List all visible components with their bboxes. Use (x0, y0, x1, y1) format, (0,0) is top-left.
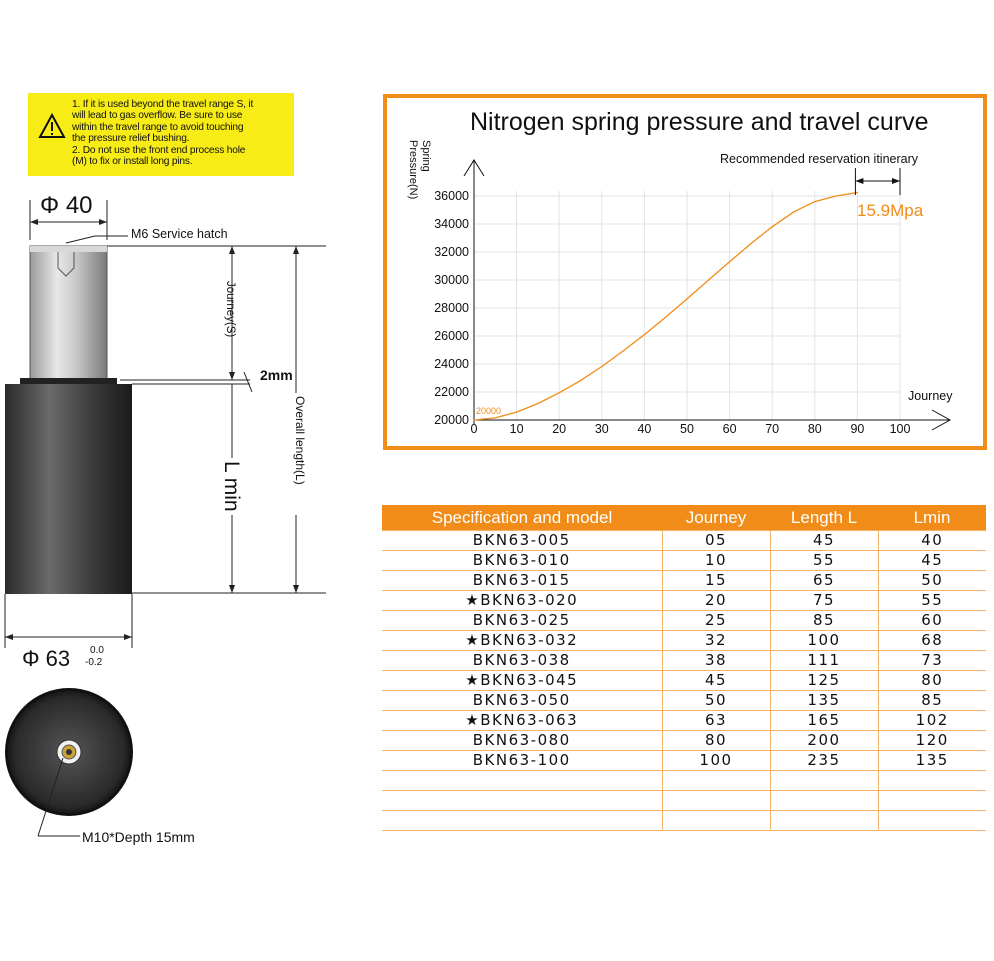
cell-length: 100 (770, 631, 878, 651)
cell-journey: 15 (662, 571, 770, 591)
warning-line: within the travel range to avoid touching (72, 121, 244, 133)
data-point (601, 366, 602, 367)
cell-lmin: 85 (878, 691, 986, 711)
x-tick-label: 40 (637, 422, 652, 436)
cell-lmin: 55 (878, 591, 986, 611)
cell-model: BKN63-010 (382, 551, 662, 571)
start-pressure-label: 20000 (476, 406, 502, 416)
header-length: Length L (770, 505, 878, 531)
cell-journey (662, 791, 770, 811)
warning-line: 2. Do not use the front end process hole (72, 144, 246, 156)
table-row (382, 611, 986, 631)
cell-length: 111 (770, 651, 878, 671)
data-point (708, 280, 709, 281)
data-point (473, 419, 474, 420)
data-point (814, 201, 815, 202)
x-tick-label: 50 (680, 422, 694, 436)
reserve-arrow-right (892, 178, 900, 184)
gap-label: 2mm (260, 367, 293, 383)
cell-lmin (878, 791, 986, 811)
x-tick-label: 80 (807, 422, 822, 436)
table-row (382, 691, 986, 711)
reserve-arrow-left (855, 178, 863, 184)
cell-model: ★BKN63-063 (382, 711, 662, 731)
cell-lmin: 50 (878, 571, 986, 591)
y-tick-label: 24000 (434, 357, 469, 371)
cell-lmin (878, 811, 986, 831)
data-point (793, 212, 794, 213)
x-tick-label: 20 (552, 422, 567, 436)
cell-length: 135 (770, 691, 878, 711)
table-row (382, 551, 986, 571)
cell-journey: 100 (662, 751, 770, 771)
table-row (382, 791, 986, 811)
data-point (665, 317, 666, 318)
table-row (382, 671, 986, 691)
cell-journey: 80 (662, 731, 770, 751)
y-tick-label: 20000 (434, 413, 469, 427)
data-point (750, 243, 751, 244)
table-row (382, 591, 986, 611)
data-point (836, 195, 837, 196)
y-axis-label-line2: Pressure(N) (407, 140, 419, 200)
journey-s-label: Journey(S) (224, 281, 236, 338)
y-tick-label: 28000 (434, 301, 469, 315)
data-point (686, 298, 687, 299)
table-row (382, 711, 986, 731)
x-tick-label: 70 (765, 422, 780, 436)
cell-lmin: 73 (878, 651, 986, 671)
data-point (580, 380, 581, 381)
data-point (516, 412, 517, 413)
warning-line: the pressure relief bushing. (72, 133, 190, 145)
table-row (382, 771, 986, 791)
x-axis-label: Journey (908, 389, 953, 403)
cell-length (770, 771, 878, 791)
data-point (495, 417, 496, 418)
cell-journey (662, 811, 770, 831)
cell-journey (662, 771, 770, 791)
y-tick-label: 26000 (434, 329, 469, 343)
cell-length: 85 (770, 611, 878, 631)
table-row (382, 651, 986, 671)
tolerance-lower: -0.2 (85, 657, 103, 668)
end-pressure-label: 15.9Mpa (857, 201, 924, 220)
warning-line: (M) to fix or install long pins. (72, 156, 193, 168)
y-tick-label: 22000 (434, 385, 469, 399)
cell-model: BKN63-005 (382, 531, 662, 551)
y-tick-label: 36000 (434, 189, 469, 203)
data-point (623, 350, 624, 351)
cell-lmin: 80 (878, 671, 986, 691)
cell-journey: 50 (662, 691, 770, 711)
cell-length: 75 (770, 591, 878, 611)
lmin-label: L min (219, 458, 243, 515)
cell-lmin: 120 (878, 731, 986, 751)
cell-model: BKN63-038 (382, 651, 662, 671)
cell-length: 65 (770, 571, 878, 591)
cell-lmin (878, 771, 986, 791)
table-row (382, 531, 986, 551)
service-hatch-label: M6 Service hatch (131, 227, 228, 241)
cell-model: BKN63-080 (382, 731, 662, 751)
data-point (729, 261, 730, 262)
cell-journey: 63 (662, 711, 770, 731)
y-axis-label-line1: Spring (420, 140, 432, 172)
cell-journey: 45 (662, 671, 770, 691)
table-row (382, 751, 986, 771)
cell-model (382, 791, 662, 811)
cell-length: 200 (770, 731, 878, 751)
header-journey: Journey (662, 505, 770, 531)
y-tick-label: 34000 (434, 217, 469, 231)
warning-line: 1. If it is used beyond the travel range S, it (72, 99, 254, 110)
cell-lmin: 60 (878, 611, 986, 631)
spec-table (382, 505, 986, 831)
cell-model (382, 771, 662, 791)
cell-lmin: 102 (878, 711, 986, 731)
cell-journey: 10 (662, 551, 770, 571)
cell-length (770, 791, 878, 811)
x-tick-label: 30 (594, 422, 609, 436)
table-header-row (382, 505, 986, 531)
pressure-travel-chart (383, 94, 987, 450)
cell-length: 45 (770, 531, 878, 551)
cell-journey: 38 (662, 651, 770, 671)
x-tick-label: 60 (722, 422, 737, 436)
header-lmin: Lmin (878, 505, 986, 531)
cell-model: BKN63-050 (382, 691, 662, 711)
data-point (772, 226, 773, 227)
cell-model (382, 811, 662, 831)
data-point (857, 192, 858, 193)
cell-lmin: 45 (878, 551, 986, 571)
y-tick-label: 30000 (434, 273, 469, 287)
x-tick-label: 90 (850, 422, 865, 436)
warning-line: will lead to gas overflow. Be sure to use (72, 110, 243, 122)
cell-length: 55 (770, 551, 878, 571)
cell-journey: 05 (662, 531, 770, 551)
cell-model: BKN63-015 (382, 571, 662, 591)
cell-lmin: 68 (878, 631, 986, 651)
table-row (382, 731, 986, 751)
thread-label: M10*Depth 15mm (82, 829, 195, 845)
x-tick-label: 0 (470, 422, 478, 436)
cell-journey: 32 (662, 631, 770, 651)
tolerance-upper: 0.0 (90, 645, 104, 656)
warning-icon (38, 113, 66, 139)
reserve-label: Recommended reservation itinerary (720, 152, 919, 166)
overall-length-label: Overall length(L) (293, 396, 307, 485)
table-row (382, 631, 986, 651)
warning-text (72, 99, 290, 167)
x-tick-label: 100 (889, 422, 911, 436)
table-row (382, 571, 986, 591)
cell-length: 235 (770, 751, 878, 771)
data-point (644, 334, 645, 335)
cell-model: ★BKN63-020 (382, 591, 662, 611)
x-tick-label: 10 (509, 422, 524, 436)
chart-title: Nitrogen spring pressure and travel curve (470, 108, 929, 136)
phi40-label: Φ 40 (40, 192, 93, 219)
y-tick-label: 32000 (434, 245, 469, 259)
cell-model: BKN63-100 (382, 751, 662, 771)
cell-journey: 20 (662, 591, 770, 611)
cell-length: 125 (770, 671, 878, 691)
phi63-label: Φ 63 (22, 646, 71, 671)
cell-model: ★BKN63-045 (382, 671, 662, 691)
table-row (382, 811, 986, 831)
cell-model: BKN63-025 (382, 611, 662, 631)
cell-lmin: 135 (878, 751, 986, 771)
cell-journey: 25 (662, 611, 770, 631)
cell-model: ★BKN63-032 (382, 631, 662, 651)
header-spec: Specification and model (382, 505, 662, 531)
warning-box (28, 93, 294, 176)
data-point (537, 403, 538, 404)
pressure-curve (474, 193, 857, 421)
cell-length: 165 (770, 711, 878, 731)
cell-lmin: 40 (878, 531, 986, 551)
cell-length (770, 811, 878, 831)
data-point (559, 392, 560, 393)
